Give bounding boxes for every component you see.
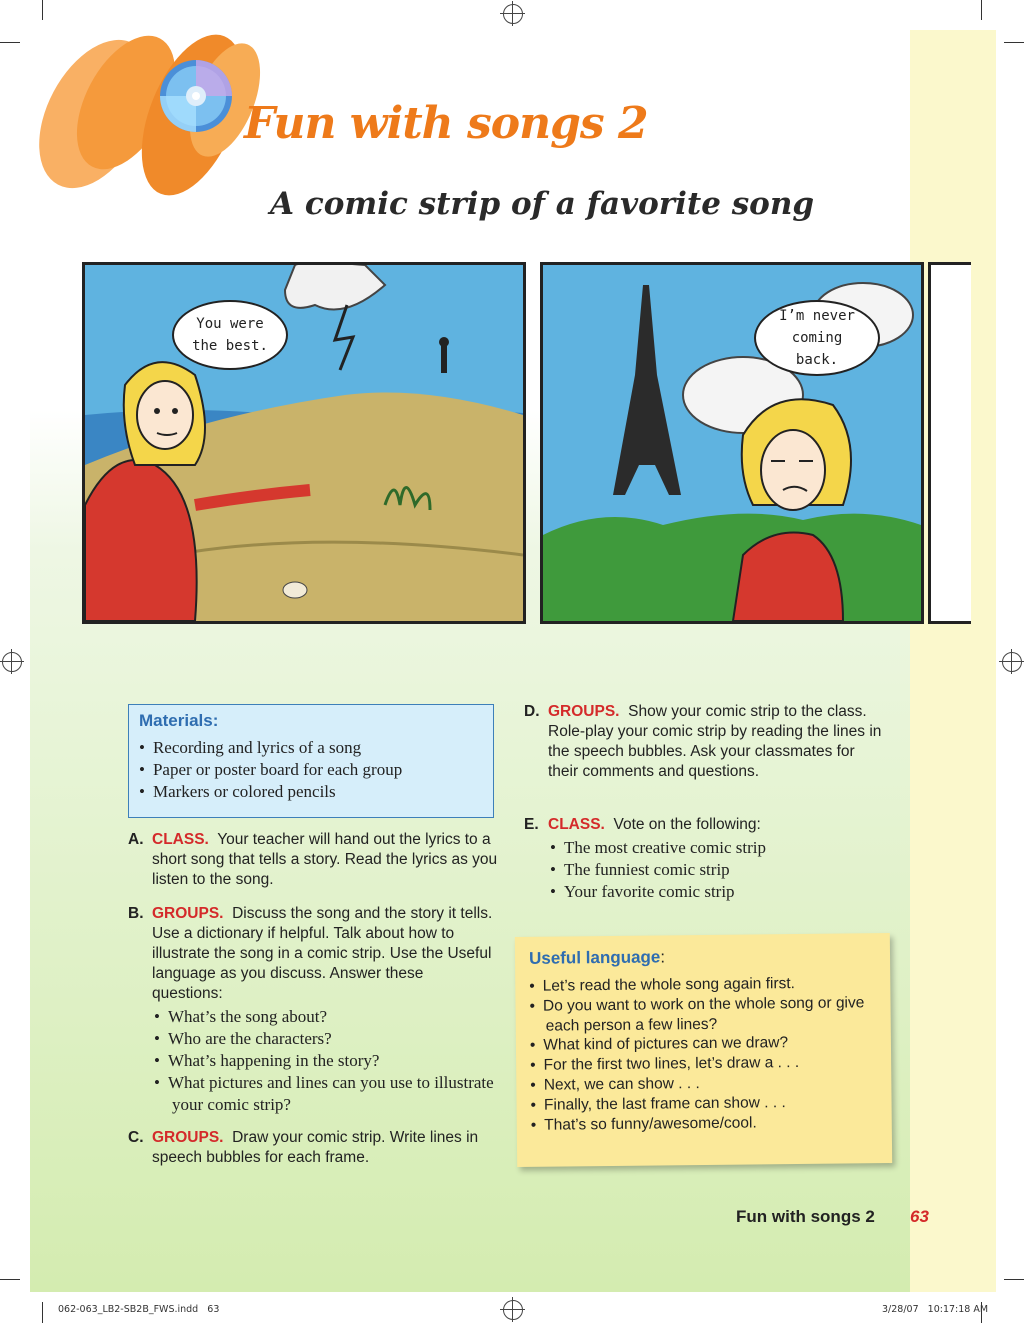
registration-mark-icon (2, 652, 22, 672)
print-slug-timestamp: 3/28/07 10:17:18 AM (882, 1304, 989, 1315)
list-item: • What kind of pictures can we draw? (530, 1033, 877, 1056)
registration-mark-icon (503, 4, 523, 24)
crop-mark (0, 42, 20, 43)
cd-icon (158, 58, 234, 134)
page-title: Fun with songs 2 (244, 98, 648, 149)
crop-mark (42, 0, 43, 20)
materials-heading: Materials: (139, 711, 219, 730)
crop-mark (42, 1302, 43, 1323)
page-number: 63 (910, 1207, 929, 1226)
list-item: • Your favorite comic strip (550, 881, 888, 903)
activity-b (128, 904, 498, 1116)
activity-letter: E. (524, 816, 539, 833)
list-item: • Next, we can show . . . (530, 1072, 877, 1095)
list-item: • Let’s read the whole song again first. (529, 973, 876, 996)
activity-d (524, 702, 888, 782)
speech-bubble-panel2: I’m never coming back. (754, 300, 880, 376)
activity-label: GROUPS. (152, 1129, 224, 1146)
activity-text: Vote on the following: (613, 816, 761, 833)
useful-language-note (515, 933, 892, 1167)
activity-text: Your teacher will hand out the lyrics to a short song that tells a story. Read the lyrics as you listen to the song. (152, 831, 498, 888)
comic-panel-cropped (928, 262, 971, 624)
activity-letter: B. (128, 905, 144, 922)
activity-label: GROUPS. (152, 905, 224, 922)
list-item: • Who are the characters? (154, 1028, 498, 1050)
list-item: • Recording and lyrics of a song (139, 737, 483, 759)
beach-illustration (85, 265, 523, 621)
activity-letter: C. (128, 1129, 144, 1146)
side-strip (910, 30, 996, 1292)
materials-box (128, 704, 494, 818)
list-item: • What’s happening in the story? (154, 1050, 498, 1072)
list-item: • What pictures and lines can you use to illustrate your comic strip? (154, 1072, 498, 1116)
list-item: • The most creative comic strip (550, 837, 888, 859)
activity-text: Discuss the song and the story it tells. Use a dictionary if helpful. Talk about how to illustrate the song in a comic strip. Use the Useful language as you discuss. Answer these questions: (152, 905, 493, 1002)
activity-a (128, 830, 498, 890)
crop-mark (1004, 42, 1024, 43)
list-item: • Paper or poster board for each group (139, 759, 483, 781)
activity-e (524, 815, 888, 903)
crop-mark (1004, 1279, 1024, 1280)
crop-mark (981, 0, 982, 20)
activity-text: Draw your comic strip. Write lines in speech bubbles for each frame. (152, 1129, 479, 1166)
activity-text: Show your comic strip to the class. Role-play your comic strip by reading the lines in the speech bubbles. Ask your classmates for their comments and questions. (548, 703, 882, 780)
activity-c (128, 1128, 498, 1168)
activity-label: CLASS. (548, 816, 605, 833)
list-item: • That’s so funny/awesome/cool. (531, 1112, 878, 1135)
useful-language-heading: Useful language: (528, 947, 666, 968)
print-slug-file: 062-063_LB2-SB2B_FWS.indd 63 (58, 1304, 220, 1315)
activity-label: CLASS. (152, 831, 209, 848)
page-subtitle: A comic strip of a favorite song (270, 186, 815, 222)
activity-label: GROUPS. (548, 703, 620, 720)
question-list (154, 1006, 498, 1116)
speech-bubble-panel1: You were the best. (172, 300, 288, 370)
list-item: • Do you want to work on the whole song or give each person a few lines? (529, 993, 876, 1036)
crop-mark (0, 1279, 20, 1280)
list-item: • What’s the song about? (154, 1006, 498, 1028)
activity-letter: A. (128, 831, 144, 848)
materials-list (139, 737, 483, 803)
list-item: • Markers or colored pencils (139, 781, 483, 803)
registration-mark-icon (503, 1300, 523, 1320)
footer-section-label: Fun with songs 2 (736, 1207, 875, 1226)
comic-panel-beach (82, 262, 526, 624)
list-item: • The funniest comic strip (550, 859, 888, 881)
registration-mark-icon (1002, 652, 1022, 672)
vote-list (550, 837, 888, 903)
list-item: • For the first two lines, let’s draw a . . . (530, 1052, 877, 1075)
useful-language-list (529, 973, 878, 1135)
activity-letter: D. (524, 703, 540, 720)
list-item: • Finally, the last frame can show . . . (530, 1092, 877, 1115)
